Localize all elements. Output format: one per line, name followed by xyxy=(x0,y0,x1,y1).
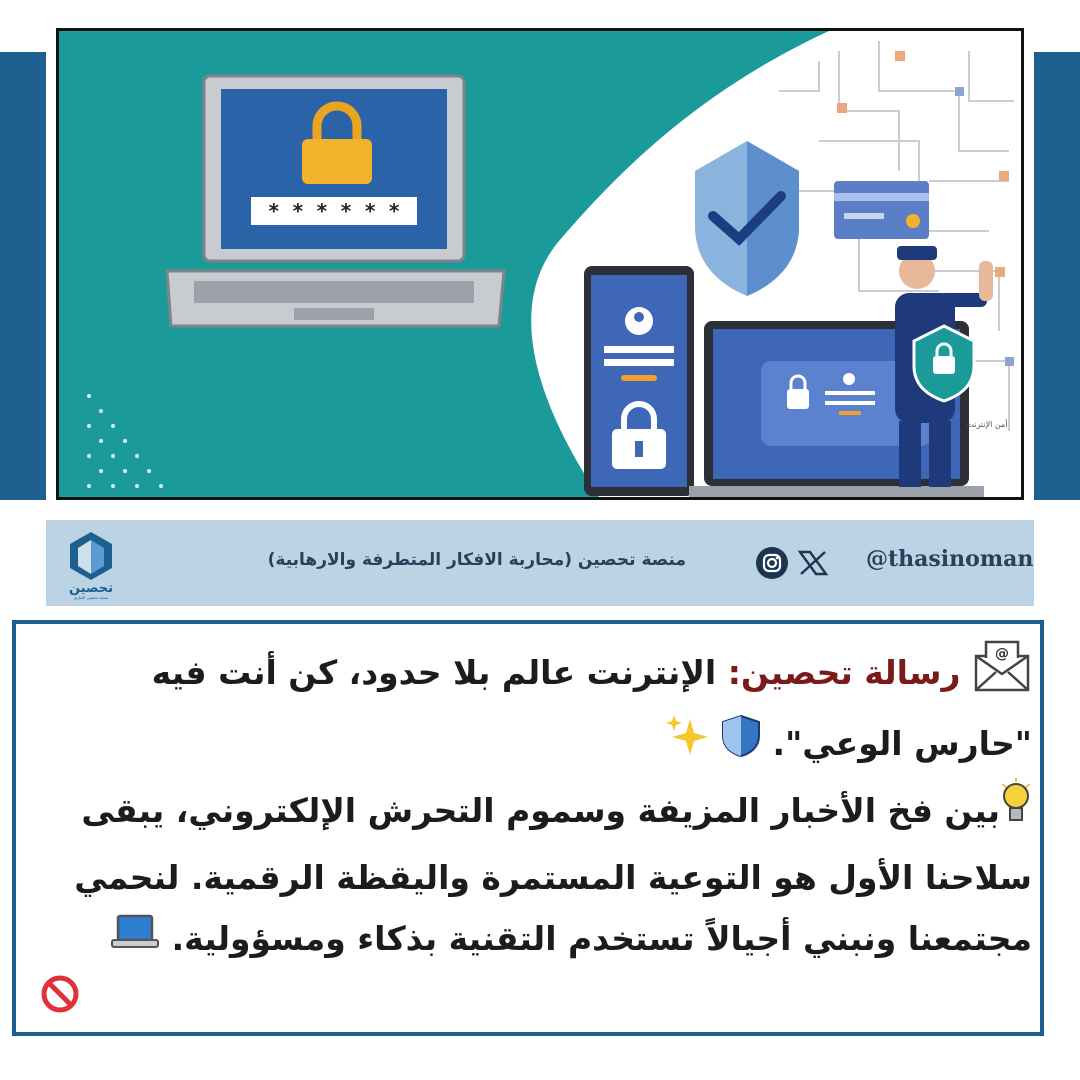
message-box xyxy=(12,620,1044,1036)
laptop-lock-illustration xyxy=(167,76,504,326)
svg-text:تحصين: تحصين xyxy=(68,581,114,596)
right-decor-bar xyxy=(1034,52,1080,500)
platform-banner xyxy=(46,520,1034,606)
card-icon xyxy=(834,181,929,239)
shield-icon xyxy=(721,714,761,777)
message-line1: الإنترنت عالم بلا حدود، كن أنت فيه xyxy=(151,653,728,692)
laptop-icon xyxy=(110,910,160,971)
social-icons xyxy=(754,545,834,581)
instagram-icon[interactable] xyxy=(756,547,788,579)
left-decor-bar xyxy=(0,52,46,500)
mini-caption: أمن الإنترنت xyxy=(966,420,1008,429)
envelope-icon xyxy=(972,636,1032,713)
sparkles-icon xyxy=(664,713,710,778)
lightbulb-icon xyxy=(1000,778,1032,847)
no-entry-icon xyxy=(40,974,80,1014)
x-icon[interactable] xyxy=(800,552,826,574)
phone-login-illustration xyxy=(584,266,694,496)
svg-text:@: @ xyxy=(995,646,1009,662)
svg-text:منصة تحصين الفكري: منصة تحصين الفكري xyxy=(73,595,109,600)
message-title: رسالة تحصين: xyxy=(727,653,961,692)
tahseen-logo xyxy=(60,528,122,600)
message-paragraph: بين فخ الأخبار المزيفة وسموم التحرش الإلكتروني، يبقى سلاحنا الأول هو التوعية المستمرة واليقظة الرقمية. لنحمي مجتمعنا ونبني أجيالاً تستخدم التقنية بذكاء ومسؤولية. xyxy=(74,791,1032,958)
hero-illustration xyxy=(56,28,1024,500)
message-text xyxy=(26,636,1032,971)
password-mask: * * * * * * xyxy=(267,199,401,223)
message-line2: "حارس الوعي". xyxy=(772,724,1032,763)
platform-name: منصة تحصين (محاربة الافكار المتطرفة والارهابية) xyxy=(267,550,686,570)
social-handle[interactable]: @thasinoman xyxy=(866,546,1034,572)
